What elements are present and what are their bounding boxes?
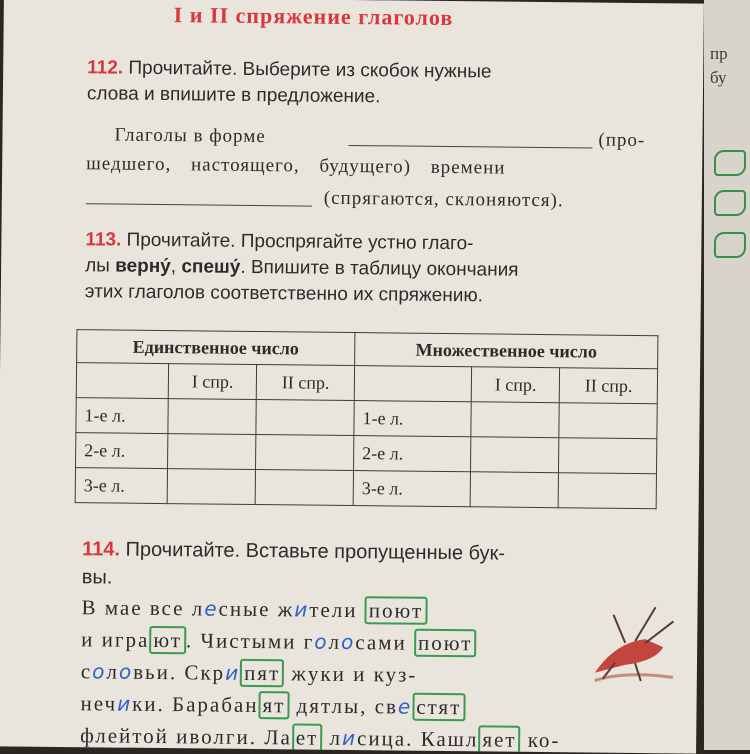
handwritten-letter: и <box>117 691 133 716</box>
header-pl-conj1: I спр. <box>471 367 560 403</box>
conjugation-table <box>75 329 659 509</box>
table-cell[interactable] <box>256 435 354 471</box>
ex114-text-line: нечики. Барабан ят дятлы, све стят <box>80 691 465 720</box>
ex113-word-speshu: спешу́ <box>181 256 241 278</box>
ex113-word-vernu: верну́ <box>115 255 171 278</box>
adjacent-page-text: пр <box>710 44 728 63</box>
handwritten-letter: о <box>340 629 356 655</box>
ex114-number: 114. <box>82 538 121 561</box>
ex112-instruction <box>87 55 492 111</box>
ex112-sentence-choice: (спрягаются, склоняются). <box>323 187 564 212</box>
ex114-line1: Прочитайте. Вставьте пропущенные бук- <box>125 538 506 565</box>
person-label: 2-е л. <box>76 433 168 469</box>
green-mark <box>714 232 746 258</box>
ex112-sentence-pro: (про- <box>598 129 646 152</box>
header-sg-conj1: I спр. <box>168 364 257 400</box>
handwritten-letter: о <box>314 629 329 654</box>
table-cell[interactable] <box>256 470 354 506</box>
table-cell[interactable] <box>256 400 354 436</box>
ex113-line2-pre: лы <box>85 255 116 277</box>
ex114-text-line: соловьи. Скри пят жуки и куз- <box>80 659 418 687</box>
grasshopper-illustration <box>585 602 676 683</box>
ex113-line3: этих глаголов соответственно их спряжению. <box>84 281 484 307</box>
table-row <box>75 468 656 509</box>
table-cell[interactable] <box>470 472 559 508</box>
ex112-blank-1[interactable] <box>348 145 592 149</box>
ex112-number: 112. <box>87 57 124 79</box>
header-plural: Множественное число <box>355 333 658 369</box>
ex112-line2: слова и впишите в предложение. <box>86 83 381 108</box>
table-cell[interactable] <box>167 469 256 505</box>
table-cell[interactable] <box>559 438 657 474</box>
ex112-sentence-line2: шедшего, настоящего, будущего) времени <box>86 153 506 179</box>
table-cell[interactable] <box>471 402 560 438</box>
ex114-text-line: и игра ют . Чистыми голосами поют <box>81 627 476 656</box>
ex114-text-line: флейтой иволги. Ла ет лисица. Кашл яет ко- <box>80 723 561 753</box>
table-cell[interactable] <box>168 434 257 470</box>
handwritten-letter: и <box>294 597 310 622</box>
handwritten-letter: е <box>397 694 413 719</box>
ex114-instruction <box>82 535 505 595</box>
green-mark <box>714 190 746 216</box>
table-cell[interactable] <box>168 399 257 435</box>
green-mark <box>714 150 746 176</box>
person-label: 2-е л. <box>353 436 470 472</box>
handwritten-letter: о <box>92 659 107 684</box>
ex113-line2-post: . Впишите в таблицу окончания <box>240 256 519 281</box>
handwritten-letter: е <box>204 596 219 621</box>
header-sg-conj2: II спр. <box>257 365 355 401</box>
table-cell[interactable] <box>559 403 657 439</box>
ex114-text-line: В мае все лесные жители поют <box>81 595 427 624</box>
ex113-instruction: 113. Прочитайте. Проспрягайте устно глаго- лы верну́, спешу́. Впишите в таблицу окончания этих глаголов соответственно их спряжению. <box>84 229 519 307</box>
header-pl-conj2: II спр. <box>560 368 658 404</box>
person-label: 1-е л. <box>354 401 471 437</box>
person-label: 3-е л. <box>353 471 470 507</box>
table-cell[interactable] <box>559 473 657 509</box>
adjacent-page-text: бу <box>710 68 727 87</box>
person-label: 3-е л. <box>75 468 167 504</box>
ex112-sentence-start: Глаголы в форме <box>114 124 266 148</box>
ex113-line1: Прочитайте. Проспрягайте устно глаго- <box>126 229 474 255</box>
ex112-line1: Прочитайте. Выберите из скобок нужные <box>128 57 492 83</box>
ex113-number: 113. <box>85 229 122 251</box>
ex114-line2: вы. <box>81 566 113 589</box>
person-label: 1-е л. <box>76 398 168 434</box>
page-title: I и II спряжение глаголов <box>173 2 454 31</box>
table-cell[interactable] <box>470 437 559 473</box>
handwritten-letter: о <box>118 659 134 684</box>
handwritten-letter: и <box>341 725 358 751</box>
ex112-blank-2[interactable] <box>86 203 312 206</box>
handwritten-letter: и <box>225 660 241 685</box>
adjacent-page <box>704 0 750 750</box>
header-singular: Единственное число <box>77 330 355 366</box>
